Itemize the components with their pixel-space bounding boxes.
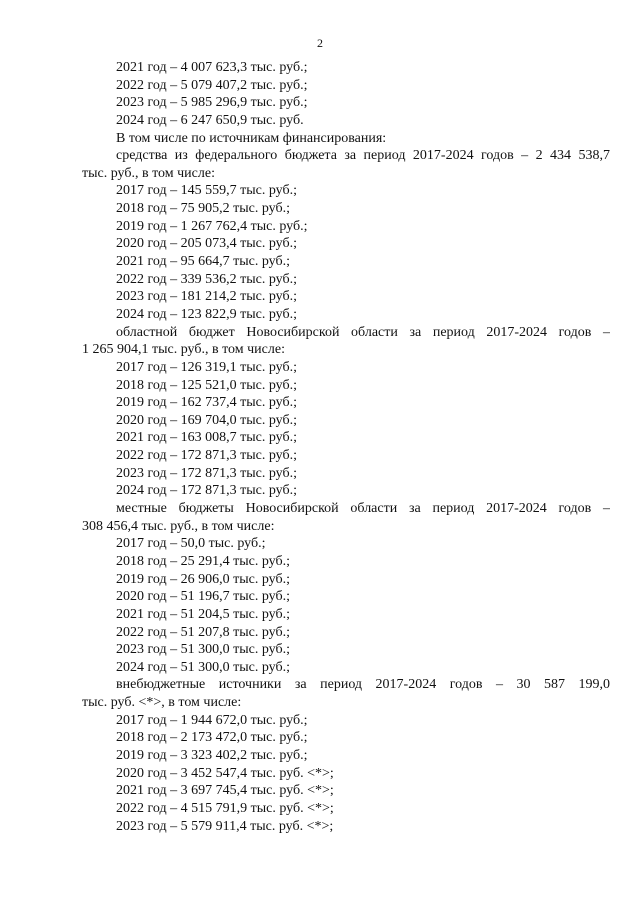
list-item: 2023 год – 51 300,0 тыс. руб.; (116, 642, 290, 658)
document-body (82, 59, 610, 835)
list-item: 2024 год – 172 871,3 тыс. руб.; (116, 483, 297, 499)
paragraph-continuation: 308 456,4 тыс. руб., в том числе: (82, 518, 275, 534)
list-item: 2019 год – 3 323 402,2 тыс. руб.; (116, 747, 308, 763)
list-item: 2021 год – 3 697 745,4 тыс. руб. <*>; (116, 783, 334, 799)
list-item: 2019 год – 26 906,0 тыс. руб.; (116, 571, 290, 587)
list-item: 2022 год – 172 871,3 тыс. руб.; (116, 448, 297, 464)
list-item: 2020 год – 205 073,4 тыс. руб.; (116, 236, 297, 252)
list-item: 2024 год – 51 300,0 тыс. руб.; (116, 659, 290, 675)
list-item: В том числе по источникам финансирования: (116, 130, 387, 146)
list-item: 2023 год – 172 871,3 тыс. руб.; (116, 465, 297, 481)
list-item: 2023 год – 181 214,2 тыс. руб.; (116, 289, 297, 305)
list-item: 2021 год – 51 204,5 тыс. руб.; (116, 606, 290, 622)
list-item: 2020 год – 3 452 547,4 тыс. руб. <*>; (116, 765, 334, 781)
list-item: 2019 год – 1 267 762,4 тыс. руб.; (116, 218, 308, 234)
list-item: 2019 год – 162 737,4 тыс. руб.; (116, 395, 297, 411)
list-item: 2021 год – 163 008,7 тыс. руб.; (116, 430, 297, 446)
list-item: 2024 год – 123 822,9 тыс. руб.; (116, 306, 297, 322)
list-item: 2017 год – 50,0 тыс. руб.; (116, 536, 266, 552)
paragraph-line: областной бюджет Новосибирской области за период 2017-2024 годов – (116, 324, 610, 340)
paragraph-line: средства из федерального бюджета за период 2017-2024 годов – 2 434 538,7 (116, 148, 610, 164)
paragraph-continuation: 1 265 904,1 тыс. руб., в том числе: (82, 342, 285, 358)
list-item: 2017 год – 1 944 672,0 тыс. руб.; (116, 712, 308, 728)
list-item: 2018 год – 2 173 472,0 тыс. руб.; (116, 730, 308, 746)
list-item: 2017 год – 145 559,7 тыс. руб.; (116, 183, 297, 199)
list-item: 2018 год – 25 291,4 тыс. руб.; (116, 553, 290, 569)
list-item: 2023 год – 5 985 296,9 тыс. руб.; (116, 95, 308, 111)
paragraph-line: местные бюджеты Новосибирской области за период 2017-2024 годов – (116, 501, 610, 517)
list-item: 2022 год – 339 536,2 тыс. руб.; (116, 271, 297, 287)
paragraph-continuation: тыс. руб., в том числе: (82, 165, 215, 181)
list-item: 2018 год – 125 521,0 тыс. руб.; (116, 377, 297, 393)
page-number: 2 (317, 36, 323, 50)
list-item: 2024 год – 6 247 650,9 тыс. руб. (116, 112, 304, 128)
list-item: 2018 год – 75 905,2 тыс. руб.; (116, 201, 290, 217)
list-item: 2022 год – 51 207,8 тыс. руб.; (116, 624, 290, 640)
list-item: 2020 год – 51 196,7 тыс. руб.; (116, 589, 290, 605)
paragraph-continuation: тыс. руб. <*>, в том числе: (82, 695, 242, 711)
list-item: 2020 год – 169 704,0 тыс. руб.; (116, 412, 297, 428)
list-item: 2017 год – 126 319,1 тыс. руб.; (116, 359, 297, 375)
list-item: 2022 год – 5 079 407,2 тыс. руб.; (116, 77, 308, 93)
list-item: 2021 год – 4 007 623,3 тыс. руб.; (116, 60, 308, 75)
paragraph-line: внебюджетные источники за период 2017-2024 годов – 30 587 199,0 (116, 677, 610, 693)
list-item: 2023 год – 5 579 911,4 тыс. руб. <*>; (116, 818, 334, 834)
list-item: 2022 год – 4 515 791,9 тыс. руб. <*>; (116, 800, 334, 816)
list-item: 2021 год – 95 664,7 тыс. руб.; (116, 254, 290, 270)
